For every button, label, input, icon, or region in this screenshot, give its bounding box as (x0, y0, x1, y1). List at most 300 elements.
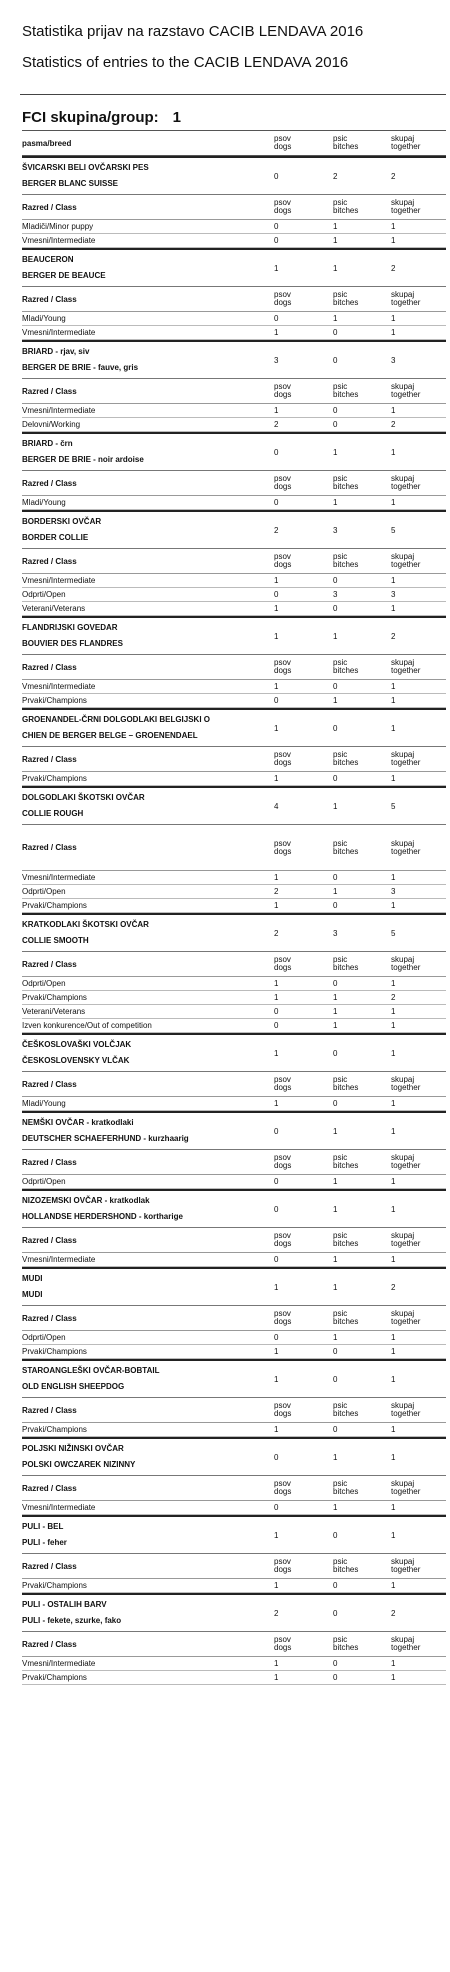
class-bitches: 1 (333, 1007, 338, 1016)
class-together: 1 (391, 314, 396, 323)
breed-row (22, 1033, 446, 1072)
class-row (22, 772, 446, 786)
breed-name-fci: BOUVIER DES FLANDRES (22, 639, 123, 648)
class-together: 1 (391, 498, 396, 507)
breed-name (22, 1037, 274, 1069)
class-header (22, 1150, 446, 1175)
class-dogs: 1 (274, 1673, 279, 1682)
class-row (22, 899, 446, 913)
class-together: 1 (391, 696, 396, 705)
breed-name (22, 712, 274, 744)
breed-name (22, 1519, 274, 1551)
class-header (22, 1632, 446, 1657)
class-dogs: 0 (274, 314, 279, 323)
class-header-label: Razred / Class (22, 1079, 77, 1089)
breed-dogs: 2 (274, 525, 279, 535)
breed-together: 1 (391, 1048, 396, 1058)
class-row (22, 1579, 446, 1593)
class-dogs: 0 (274, 1177, 279, 1186)
class-header-bitches: psic bitches (333, 955, 359, 972)
breed-name (22, 160, 274, 192)
class-header-together: skupaj together (391, 198, 421, 215)
breed-name-local: ŠVICARSKI BELI OVČARSKI PES (22, 163, 149, 172)
class-header-bitches: psic bitches (333, 290, 359, 307)
breed-row (22, 1515, 446, 1554)
breed-name-fci: POLSKI OWCZAREK NIZINNY (22, 1460, 136, 1469)
class-together: 1 (391, 774, 396, 783)
breed-dogs: 2 (274, 1608, 279, 1618)
breed-name-local: ČEŠKOSLOVAŠKI VOLČJAK (22, 1040, 132, 1049)
class-dogs: 1 (274, 774, 279, 783)
class-header-dogs: psov dogs (274, 1153, 292, 1170)
class-row (22, 1657, 446, 1671)
class-header-together: skupaj together (391, 1479, 421, 1496)
breed-name-local: PULI - BEL (22, 1522, 64, 1531)
breed-name-fci: BERGER BLANC SUISSE (22, 179, 119, 188)
class-together: 1 (391, 1099, 396, 1108)
class-header-label: Razred / Class (22, 1313, 77, 1323)
breed-dogs: 0 (274, 1126, 279, 1136)
class-row (22, 1331, 446, 1345)
breed-name-fci: BORDER COLLIE (22, 533, 89, 542)
class-header (22, 952, 446, 977)
breed-bitches: 1 (333, 1126, 338, 1136)
breed-name-fci: BERGER DE BRIE - noir ardoise (22, 455, 144, 464)
breed-list (22, 156, 446, 1685)
class-row (22, 1501, 446, 1515)
breed-bitches: 0 (333, 1048, 338, 1058)
breed-name-local: BORDERSKI OVČAR (22, 517, 102, 526)
breed-dogs: 1 (274, 1282, 279, 1292)
class-row (22, 418, 446, 432)
class-dogs: 0 (274, 1007, 279, 1016)
class-header-dogs: psov dogs (274, 1557, 292, 1574)
class-dogs: 0 (274, 1503, 279, 1512)
class-row (22, 885, 446, 899)
class-name: Mladi/Young (22, 314, 66, 323)
class-header-label: Razred / Class (22, 556, 77, 566)
class-header (22, 287, 446, 312)
class-together: 1 (391, 1347, 396, 1356)
class-header-bitches: psic bitches (333, 1309, 359, 1326)
class-together: 1 (391, 682, 396, 691)
breed-together: 3 (391, 355, 396, 365)
class-header-together: skupaj together (391, 1153, 421, 1170)
breed-together: 2 (391, 631, 396, 641)
class-header-bitches: psic bitches (333, 382, 359, 399)
class-bitches: 3 (333, 590, 338, 599)
class-bitches: 1 (333, 993, 338, 1002)
breed-name (22, 1193, 274, 1225)
class-header-dogs: psov dogs (274, 1231, 292, 1248)
breed-dogs: 1 (274, 1374, 279, 1384)
class-header-dogs: psov dogs (274, 1479, 292, 1496)
breed-row (22, 1593, 446, 1632)
class-bitches: 0 (333, 1099, 338, 1108)
class-row (22, 1097, 446, 1111)
class-header (22, 747, 446, 772)
class-dogs: 0 (274, 498, 279, 507)
class-header-label: Razred / Class (22, 294, 77, 304)
breed-name-local: BEAUCERON (22, 255, 74, 264)
class-header-dogs: psov dogs (274, 552, 292, 569)
breed-name-local: NIZOZEMSKI OVČAR - kratkodlak (22, 1196, 150, 1205)
class-dogs: 1 (274, 1099, 279, 1108)
class-header-label: Razred / Class (22, 754, 77, 764)
class-name: Vmesni/Intermediate (22, 1503, 96, 1512)
class-bitches: 1 (333, 1177, 338, 1186)
class-together: 2 (391, 993, 396, 1002)
class-header-together: skupaj together (391, 658, 421, 675)
breed-name-local: BRIARD - rjav, siv (22, 347, 90, 356)
class-header-together: skupaj together (391, 955, 421, 972)
class-name: Prvaki/Champions (22, 1581, 87, 1590)
breed-together: 1 (391, 723, 396, 733)
class-name: Vmesni/Intermediate (22, 1255, 96, 1264)
class-dogs: 1 (274, 604, 279, 613)
class-together: 1 (391, 979, 396, 988)
class-bitches: 1 (333, 498, 338, 507)
class-row (22, 496, 446, 510)
class-header-together: skupaj together (391, 750, 421, 767)
title-slovenian: Statistika prijav na razstavo CACIB LENDAVA 2016 (22, 23, 364, 40)
class-header (22, 655, 446, 680)
class-name: Odprti/Open (22, 1333, 66, 1342)
class-dogs: 1 (274, 979, 279, 988)
breed-row (22, 616, 446, 655)
breed-bitches: 1 (333, 447, 338, 457)
class-together: 1 (391, 222, 396, 231)
class-bitches: 0 (333, 979, 338, 988)
class-header-dogs: psov dogs (274, 198, 292, 215)
class-together: 1 (391, 236, 396, 245)
class-header (22, 471, 446, 496)
breed-name-fci: ČESKOSLOVENSKY VLČAK (22, 1056, 130, 1065)
header-bitches: psic bitches (333, 134, 359, 151)
class-header-label: Razred / Class (22, 662, 77, 672)
breed-name (22, 1115, 274, 1147)
class-header (22, 1476, 446, 1501)
class-header (22, 1398, 446, 1423)
header-breed: pasma/breed (22, 138, 72, 148)
breed-name-fci: COLLIE ROUGH (22, 809, 84, 818)
breed-dogs: 4 (274, 801, 279, 811)
breed-together: 2 (391, 263, 396, 273)
breed-dogs: 1 (274, 1048, 279, 1058)
class-name: Odprti/Open (22, 1177, 66, 1186)
breed-bitches: 0 (333, 355, 338, 365)
class-together: 1 (391, 873, 396, 882)
breed-name-local: STAROANGLEŠKI OVČAR-BOBTAIL (22, 1366, 160, 1375)
entries-table (22, 130, 446, 1685)
breed-row (22, 340, 446, 379)
class-bitches: 0 (333, 901, 338, 910)
class-together: 1 (391, 328, 396, 337)
class-header-bitches: psic bitches (333, 1401, 359, 1418)
breed-name-local: GROENANDEL-ČRNI DOLGODLAKI BELGIJSKI O (22, 715, 211, 724)
class-name: Mladiči/Minor puppy (22, 222, 94, 231)
breed-bitches: 3 (333, 525, 338, 535)
class-header-together: skupaj together (391, 290, 421, 307)
class-row (22, 991, 446, 1005)
class-header-label: Razred / Class (22, 1561, 77, 1571)
class-header-label: Razred / Class (22, 1639, 77, 1649)
class-name: Vmesni/Intermediate (22, 682, 96, 691)
class-row (22, 574, 446, 588)
breed-name-fci: DEUTSCHER SCHAEFERHUND - kurzhaarig (22, 1134, 189, 1143)
class-row (22, 1345, 446, 1359)
class-together: 1 (391, 1177, 396, 1186)
class-bitches: 1 (333, 1503, 338, 1512)
class-dogs: 2 (274, 887, 279, 896)
class-name: Prvaki/Champions (22, 1347, 87, 1356)
class-header-dogs: psov dogs (274, 382, 292, 399)
class-row (22, 220, 446, 234)
class-header-together: skupaj together (391, 1401, 421, 1418)
class-name: Vmesni/Intermediate (22, 1659, 96, 1668)
class-name: Prvaki/Champions (22, 774, 87, 783)
class-header-dogs: psov dogs (274, 1635, 292, 1652)
class-header-bitches: psic bitches (333, 658, 359, 675)
class-dogs: 0 (274, 590, 279, 599)
class-together: 3 (391, 887, 396, 896)
breed-name (22, 790, 274, 822)
class-name: Delovni/Working (22, 420, 81, 429)
class-header-together: skupaj together (391, 552, 421, 569)
class-row (22, 1423, 446, 1437)
class-together: 1 (391, 576, 396, 585)
breed-together: 5 (391, 928, 396, 938)
class-together: 1 (391, 1659, 396, 1668)
breed-name-local: NEMŠKI OVČAR - kratkodlaki (22, 1118, 134, 1127)
class-name: Prvaki/Champions (22, 901, 87, 910)
class-bitches: 0 (333, 873, 338, 882)
class-header-label: Razred / Class (22, 1157, 77, 1167)
breed-name-local: FLANDRIJSKI GOVEDAR (22, 623, 118, 632)
class-bitches: 0 (333, 604, 338, 613)
class-dogs: 1 (274, 1659, 279, 1668)
breed-name (22, 436, 274, 468)
breed-dogs: 1 (274, 263, 279, 273)
class-header-label: Razred / Class (22, 386, 77, 396)
class-bitches: 1 (333, 222, 338, 231)
class-row (22, 1005, 446, 1019)
breed-dogs: 2 (274, 928, 279, 938)
class-name: Odprti/Open (22, 887, 66, 896)
breed-together: 5 (391, 801, 396, 811)
class-header-dogs: psov dogs (274, 955, 292, 972)
class-name: Izven konkurence/Out of competition (22, 1021, 152, 1030)
class-bitches: 0 (333, 1581, 338, 1590)
breed-together: 1 (391, 447, 396, 457)
breed-row (22, 248, 446, 287)
breed-dogs: 0 (274, 171, 279, 181)
breed-together: 1 (391, 1126, 396, 1136)
class-together: 1 (391, 901, 396, 910)
class-header-bitches: psic bitches (333, 1075, 359, 1092)
breed-name (22, 514, 274, 546)
breed-name (22, 1363, 274, 1395)
breed-name-local: MUDI (22, 1274, 43, 1283)
header-dogs: psov dogs (274, 134, 292, 151)
breed-dogs: 1 (274, 723, 279, 733)
breed-bitches: 0 (333, 1530, 338, 1540)
breed-row (22, 1111, 446, 1150)
class-header (22, 1228, 446, 1253)
breed-name-local: DOLGODLAKI ŠKOTSKI OVČAR (22, 793, 145, 802)
class-header (22, 825, 446, 871)
breed-together: 1 (391, 1530, 396, 1540)
class-header-together: skupaj together (391, 1635, 421, 1652)
class-dogs: 1 (274, 993, 279, 1002)
class-header-bitches: psic bitches (333, 1153, 359, 1170)
breed-name-fci: OLD ENGLISH SHEEPDOG (22, 1382, 125, 1391)
class-row (22, 234, 446, 248)
class-row (22, 977, 446, 991)
class-bitches: 1 (333, 236, 338, 245)
breed-dogs: 1 (274, 1530, 279, 1540)
class-header-together: skupaj together (391, 838, 421, 856)
class-header (22, 195, 446, 220)
class-name: Odprti/Open (22, 590, 66, 599)
class-header-bitches: psic bitches (333, 1479, 359, 1496)
class-row (22, 1019, 446, 1033)
group-number: 1 (172, 109, 182, 126)
breed-name-fci: PULI - feher (22, 1538, 67, 1547)
breed-bitches: 1 (333, 1282, 338, 1292)
breed-bitches: 0 (333, 1374, 338, 1384)
class-header-together: skupaj together (391, 1309, 421, 1326)
class-row (22, 1175, 446, 1189)
class-header-dogs: psov dogs (274, 658, 292, 675)
class-together: 1 (391, 1503, 396, 1512)
class-dogs: 1 (274, 1347, 279, 1356)
breed-name (22, 1271, 274, 1303)
class-row (22, 404, 446, 418)
class-dogs: 0 (274, 236, 279, 245)
class-bitches: 0 (333, 406, 338, 415)
breed-dogs: 0 (274, 447, 279, 457)
breed-name-local: PULI - OSTALIH BARV (22, 1600, 107, 1609)
class-bitches: 0 (333, 1425, 338, 1434)
class-header-bitches: psic bitches (333, 838, 359, 856)
class-together: 1 (391, 1255, 396, 1264)
breed-bitches: 1 (333, 631, 338, 641)
class-row (22, 326, 446, 340)
group-label: FCI skupina/group: (22, 109, 159, 126)
breed-name-fci: BERGER DE BRIE - fauve, gris (22, 363, 139, 372)
class-header-bitches: psic bitches (333, 1557, 359, 1574)
breed-name (22, 252, 274, 284)
class-dogs: 1 (274, 901, 279, 910)
class-together: 1 (391, 406, 396, 415)
class-bitches: 1 (333, 696, 338, 705)
breed-row (22, 708, 446, 747)
breed-bitches: 1 (333, 1452, 338, 1462)
breed-name-local: KRATKODLAKI ŠKOTSKI OVČAR (22, 920, 149, 929)
class-header-bitches: psic bitches (333, 750, 359, 767)
breed-name-local: BRIARD - črn (22, 439, 73, 448)
class-name: Odprti/Open (22, 979, 66, 988)
class-bitches: 0 (333, 1659, 338, 1668)
class-name: Prvaki/Champions (22, 696, 87, 705)
class-name: Vmesni/Intermediate (22, 328, 96, 337)
class-header-label: Razred / Class (22, 959, 77, 969)
class-header-dogs: psov dogs (274, 1401, 292, 1418)
class-dogs: 0 (274, 1021, 279, 1030)
breed-bitches: 1 (333, 263, 338, 273)
class-dogs: 1 (274, 682, 279, 691)
class-row (22, 871, 446, 885)
breed-together: 2 (391, 171, 396, 181)
class-header-bitches: psic bitches (333, 552, 359, 569)
class-header-label: Razred / Class (22, 1235, 77, 1245)
breed-bitches: 1 (333, 801, 338, 811)
class-dogs: 1 (274, 406, 279, 415)
breed-bitches: 2 (333, 171, 338, 181)
class-bitches: 1 (333, 1333, 338, 1342)
class-header-label: Razred / Class (22, 1483, 77, 1493)
breed-name-fci: HOLLANDSE HERDERSHOND - kortharige (22, 1212, 183, 1221)
breed-name-fci: BERGER DE BEAUCE (22, 271, 106, 280)
breed-dogs: 0 (274, 1452, 279, 1462)
class-header-dogs: psov dogs (274, 750, 292, 767)
class-bitches: 1 (333, 1021, 338, 1030)
divider (20, 94, 446, 95)
class-together: 2 (391, 420, 396, 429)
breed-row (22, 432, 446, 471)
breed-bitches: 0 (333, 723, 338, 733)
class-header-together: skupaj together (391, 382, 421, 399)
breed-together: 2 (391, 1608, 396, 1618)
class-together: 3 (391, 590, 396, 599)
breed-together: 1 (391, 1452, 396, 1462)
breed-dogs: 3 (274, 355, 279, 365)
class-together: 1 (391, 604, 396, 613)
breed-row (22, 1359, 446, 1398)
breed-row (22, 156, 446, 195)
breed-together: 1 (391, 1374, 396, 1384)
class-together: 1 (391, 1021, 396, 1030)
class-header-dogs: psov dogs (274, 1309, 292, 1326)
class-dogs: 0 (274, 696, 279, 705)
breed-row (22, 1437, 446, 1476)
class-header (22, 1072, 446, 1097)
class-together: 1 (391, 1333, 396, 1342)
title-english: Statistics of entries to the CACIB LENDAVA 2016 (22, 54, 349, 71)
breed-name-local: POLJSKI NIŽINSKI OVČAR (22, 1444, 124, 1453)
class-header-label: Razred / Class (22, 843, 77, 852)
class-row (22, 312, 446, 326)
class-header (22, 1554, 446, 1579)
class-header-dogs: psov dogs (274, 1075, 292, 1092)
class-together: 1 (391, 1425, 396, 1434)
class-bitches: 0 (333, 682, 338, 691)
class-header-dogs: psov dogs (274, 474, 292, 491)
class-name: Mladi/Young (22, 1099, 66, 1108)
breed-together: 5 (391, 525, 396, 535)
breed-name (22, 1597, 274, 1629)
class-bitches: 0 (333, 774, 338, 783)
class-dogs: 0 (274, 1333, 279, 1342)
class-header-bitches: psic bitches (333, 1635, 359, 1652)
class-header-together: skupaj together (391, 1557, 421, 1574)
class-row (22, 588, 446, 602)
class-dogs: 2 (274, 420, 279, 429)
class-header-together: skupaj together (391, 1075, 421, 1092)
class-header-label: Razred / Class (22, 202, 77, 212)
breed-name-fci: COLLIE SMOOTH (22, 936, 89, 945)
